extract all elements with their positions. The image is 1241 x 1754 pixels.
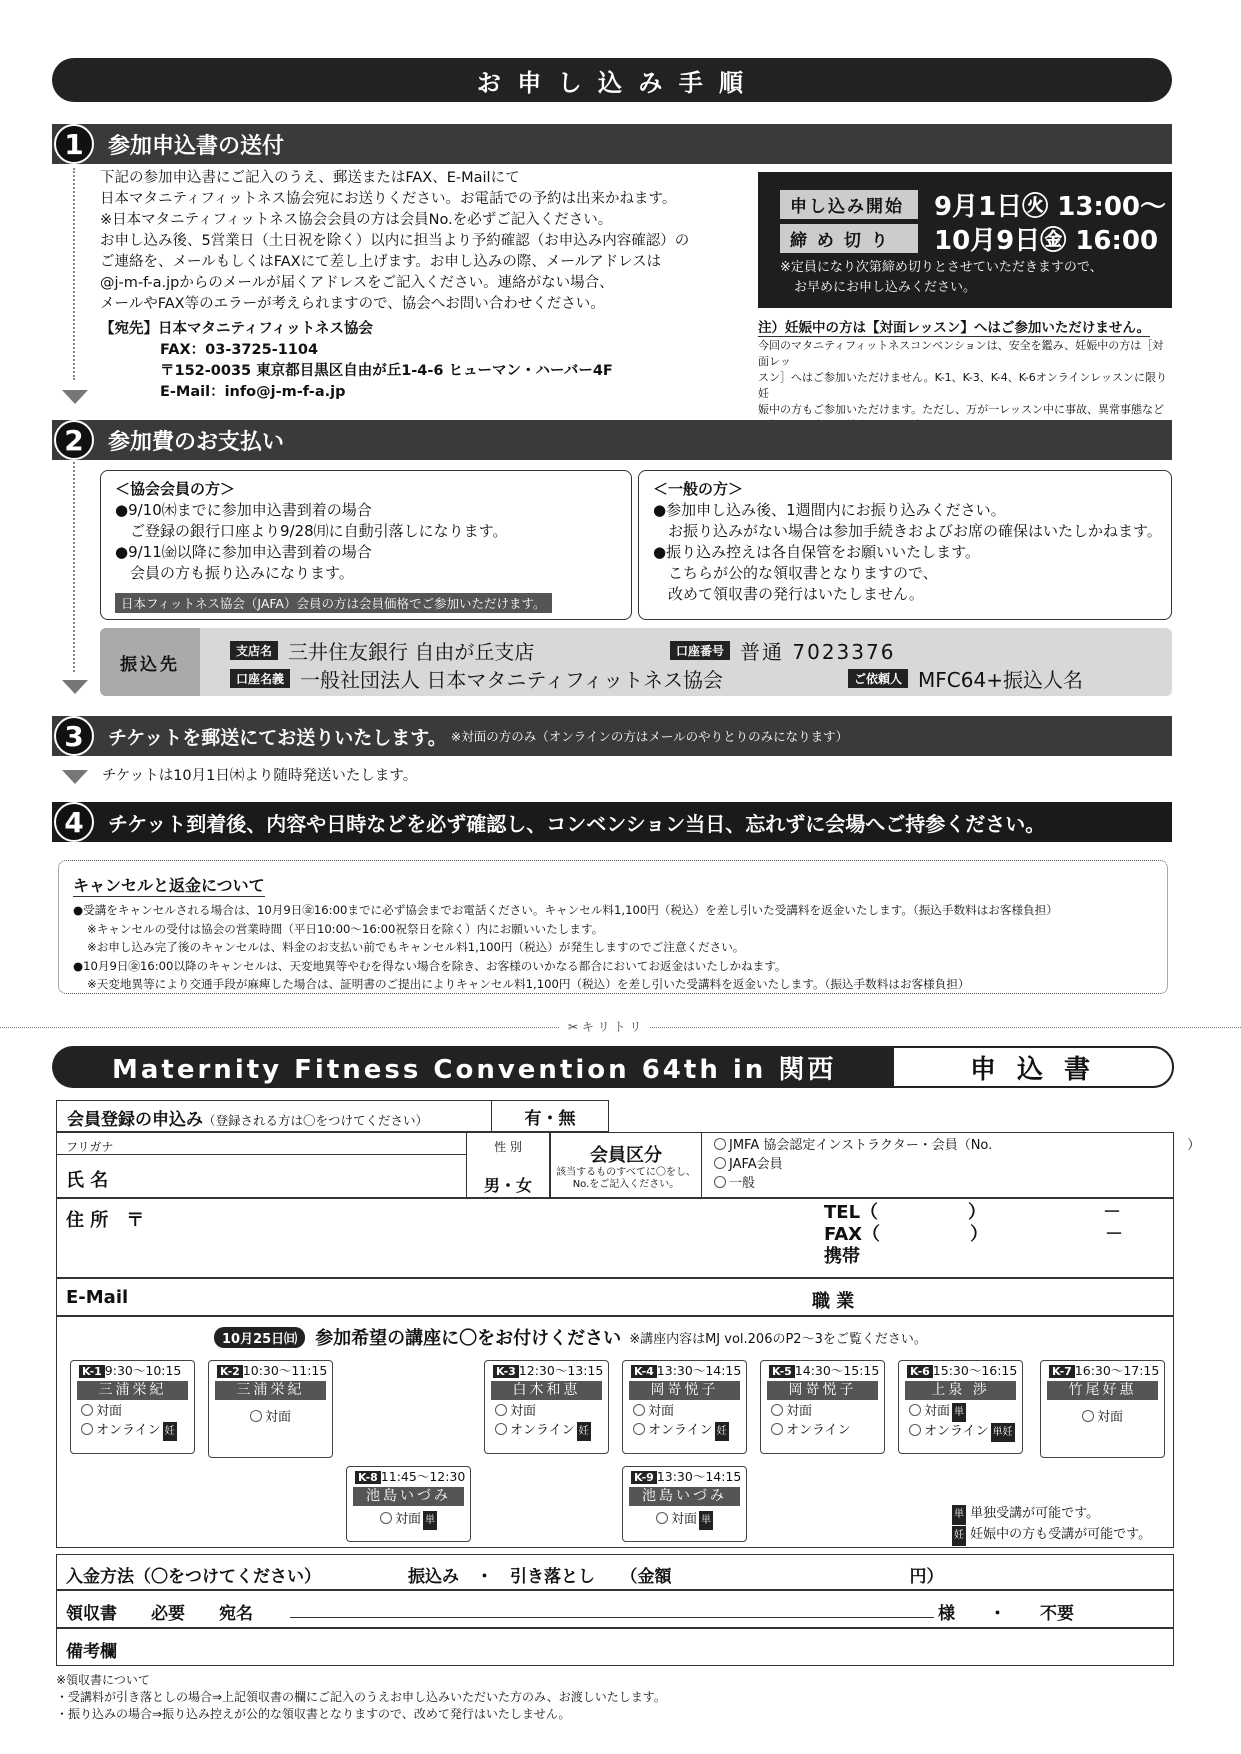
- name-input[interactable]: [56, 1132, 466, 1198]
- cancel-box: [58, 860, 1168, 994]
- remarks-row[interactable]: [56, 1628, 1174, 1666]
- pregnancy-notes: 今回のマタニティフィットネスコンベンションは、安全を鑑み、妊娠中の方は［対面レッ スン］へはご参加いただけません。K-1、K-3、K-4、K-6オンラインレッスンに限り妊 娠中の方もご参加いただけます。ただし、万が一レッスン中に事故、異常事態など: [758, 339, 1168, 416]
- lesson-k1[interactable]: K-1 9:30〜10:15 三浦栄紀 対面 オンライン 妊: [70, 1360, 195, 1454]
- branch-value: 三井住友銀行 自由が丘支店: [288, 640, 535, 664]
- lesson-legend: 単 単独受講が可能です。 妊 妊娠中の方も受講が可能です。: [950, 1504, 1151, 1546]
- connector: [73, 462, 75, 672]
- connector: [73, 168, 75, 380]
- phone-fields[interactable]: TEL（ ） － FAX（ ） － 携帯: [824, 1202, 1124, 1267]
- step3-bar: [52, 716, 1172, 756]
- sex-options[interactable]: 男・女: [483, 1176, 532, 1195]
- address-label: 住 所 〒: [66, 1210, 145, 1231]
- cancel-title: キャンセルと返金について: [73, 873, 265, 897]
- end-value: 10月9日㊎ 16:00: [934, 226, 1159, 256]
- jafa-note: 日本フィットネス協会（JAFA）会員の方は会員価格でご参加いただけます。: [115, 593, 552, 613]
- lesson-header: 10月25日㈰ 参加希望の講座に〇をお付けください ※講座内容はMJ vol.206のP2〜3をご覧ください。: [214, 1324, 927, 1350]
- lesson-k6[interactable]: K-6 15:30〜16:15 上泉 渉 対面 単 オンライン 単妊: [898, 1360, 1023, 1454]
- register-options[interactable]: 有・無: [491, 1100, 609, 1132]
- payment-label: 入金方法（〇をつけてください）: [66, 1567, 321, 1587]
- lesson-k5[interactable]: K-5 14:30〜15:15 岡嵜悦子 対面 オンライン: [760, 1360, 885, 1454]
- cut-label: ✂ キ リ ト リ: [560, 1018, 649, 1035]
- step1-text: 下記の参加申込書にご記入のうえ、郵送またはFAX、E-Mailにて 日本マタニティフィットネス協会宛にお送りください。お電話での予約は出来かねます。 ※日本マタニティフィットネス協会会員の方は会員No.を必ずご記入ください。 お申し込み後、5営業日（土日祝を除く）以内に担当より予約確認（お申込み内容確認）の ご連絡を、メールもしくはFAXにて差し上げます。お申し込みの際、メールアドレスは @j-m-f-a.jpからのメールが届くアドレスをご記入ください。連絡がない場合、 メールやFAX等のエラーが考えられますので、協会へお問い合わせください。 【宛先】日本マタニティフィットネス協会 FAX：03-3725-1104 〒152-0035 東京都目黒区自由が丘1-4-6 ヒューマン・ハーバー4F E-Mail：info@j-m-f-a.jp: [100, 170, 690, 400]
- job-label: 職 業: [812, 1291, 855, 1312]
- account-value: 普通 7023376: [740, 640, 896, 664]
- form-title: Maternity Fitness Convention 64th in 関西: [112, 1054, 837, 1085]
- pregnancy-title: 注）妊娠中の方は【対面レッスン】へはご参加いただけません。: [758, 316, 1150, 337]
- payment-options[interactable]: 振込み ・ 引き落とし （金額 円）: [408, 1567, 944, 1587]
- class-label-cell: 会員区分 該当するものすべてに〇をし、 No.をご記入ください。: [550, 1132, 702, 1198]
- down-arrow-icon: [62, 680, 88, 694]
- date-tag: 10月25日㈰: [214, 1327, 305, 1348]
- requester-value: MFC64+振込人名: [918, 668, 1083, 692]
- step4-title: チケット到着後、内容や日時などを必ず確認し、コンベンション当日、忘れずに会場へご持参ください。: [108, 811, 1046, 836]
- sex-cell: 性 別 男・女: [466, 1132, 550, 1198]
- email-label: E-Mail: [66, 1287, 129, 1308]
- register-label-cell: 会員登録の申込み（登録される方は〇をつけてください）: [56, 1100, 492, 1132]
- step3-title: チケットを郵送にてお送りいたします。: [108, 726, 447, 749]
- step1-number: 1: [54, 124, 94, 164]
- step4-number: 4: [54, 802, 94, 842]
- form-title-right: 申 込 書: [892, 1046, 1174, 1088]
- holder-value: 一般社団法人 日本マタニティフィットネス協会: [300, 668, 723, 692]
- solo-mark-icon: 単: [952, 1505, 966, 1525]
- bank-box: [100, 628, 1172, 696]
- lesson-k3[interactable]: K-3 12:30〜13:15 白木和恵 対面 オンライン 妊: [484, 1360, 609, 1454]
- step3-note: ※対面の方のみ（オンラインの方はメールのやりとりのみになります）: [450, 729, 849, 744]
- start-value: 9月1日㊋ 13:00〜: [934, 192, 1166, 222]
- deadline-box: [758, 172, 1172, 308]
- bank-label: 振込先: [100, 628, 200, 696]
- lesson-k2[interactable]: K-2 10:30〜11:15 三浦栄紀 対面: [208, 1360, 333, 1458]
- deadline-note: ※定員になり次第締め切りとさせていただきますので、 お早めにお申し込みください。: [780, 260, 1103, 295]
- step2-number: 2: [54, 420, 94, 460]
- step2-bar: [52, 420, 1172, 460]
- page-title: お 申 し 込 み 手 順: [52, 58, 1172, 102]
- class-options[interactable]: JMFA 協会認定インストラクター・会員（No. ） JAFA会員 一般: [714, 1136, 1200, 1193]
- account-tag: 口座番号: [670, 641, 730, 660]
- step3-sub: チケットは10月1日㈭より随時発送いたします。: [102, 768, 418, 784]
- email-row[interactable]: [56, 1278, 1174, 1316]
- general-box: ＜一般の方＞ ●参加申し込み後、1週間内にお振り込みください。 お振り込みがない場合は参加手続きおよびお席の確保はいたしかねます。 ●振り込み控えは各自保管をお願いいたします。 こちらが公的な領収書となりますので、 改めて領収書の発行はいたしません。: [638, 470, 1172, 620]
- receipt-options[interactable]: 様 ・ 不要: [938, 1604, 1074, 1624]
- receipt-label: 領収書 必要 宛名: [66, 1604, 253, 1624]
- lesson-k4[interactable]: K-4 13:30〜14:15 岡嵜悦子 対面 オンライン 妊: [622, 1360, 747, 1454]
- member-box: ＜協会会員の方＞ ●9/10㈭までに参加申込書到着の場合 ご登録の銀行口座より9/28㈪に自動引落しになります。 ●9/11㈮以降に参加申込書到着の場合 会員の方も振り込みになります。 日本フィットネス協会（JAFA）会員の方は会員価格でご参加いただけます。: [100, 470, 632, 620]
- down-arrow-icon: [62, 390, 88, 404]
- end-label: 締 め 切 り: [780, 224, 918, 253]
- step1-bar: [52, 124, 1172, 164]
- receipt-name-line[interactable]: [290, 1617, 934, 1618]
- step1-title: 参加申込書の送付: [108, 133, 285, 159]
- pregnant-mark-icon: 妊: [952, 1526, 966, 1546]
- branch-tag: 支店名: [230, 641, 278, 660]
- holder-tag: 口座名義: [230, 669, 290, 688]
- step3-number: 3: [54, 716, 94, 756]
- furigana-label: フリガナ: [66, 1140, 114, 1154]
- step4-bar: [52, 802, 1172, 842]
- lesson-k9[interactable]: K-9 13:30〜14:15 池島いづみ 対面 単: [622, 1466, 747, 1542]
- down-arrow-icon: [62, 770, 88, 784]
- step2-title: 参加費のお支払い: [108, 429, 285, 455]
- remarks-label: 備考欄: [66, 1642, 117, 1662]
- requester-tag: ご依頼人: [848, 669, 908, 688]
- lesson-k7[interactable]: K-7 16:30〜17:15 竹尾好惠 対面: [1040, 1360, 1165, 1458]
- name-label: 氏 名: [66, 1170, 109, 1191]
- cancel-lines: ●受講をキャンセルされる場合は、10月9日㊎16:00までに必ず協会までお電話ください。キャンセル料1,100円（税込）を差し引いた受講料を返金いたします。（振込手数料はお客様負担） ※キャンセルの受付は協会の営業時間（平日10:00〜16:00祝祭日を除く）内にお願いいたします。 ※お申し込み完了後のキャンセルは、料金のお支払い前でもキャンセル料1,100円（税込）が発生しますのでご注意ください。 ●10月9日㊎16:00以降のキャンセルは、天変地異等やむを得ない場合を除き、お客様のいかなる都合においてお返金はいたしかねます。 ※天変地異等により交通手段が麻痺した場合は、証明書のご提出によりキャンセル料1,100円（税込）を差し引いた受講料を返金いたします。（振込手数料はお客様負担）: [73, 903, 1058, 991]
- start-label: 申し込み開始: [780, 190, 918, 219]
- footnote: ※領収書について ・受講料が引き落としの場合⇒上記領収書の欄にご記入のうえお申し込みいただいた方のみ、お渡しいたします。 ・振り込みの場合⇒振り込み控えが公的な領収書となりますので、改めて発行はいたしません。: [56, 1673, 666, 1721]
- lesson-k8[interactable]: K-8 11:45〜12:30 池島いづみ 対面 単: [346, 1466, 471, 1542]
